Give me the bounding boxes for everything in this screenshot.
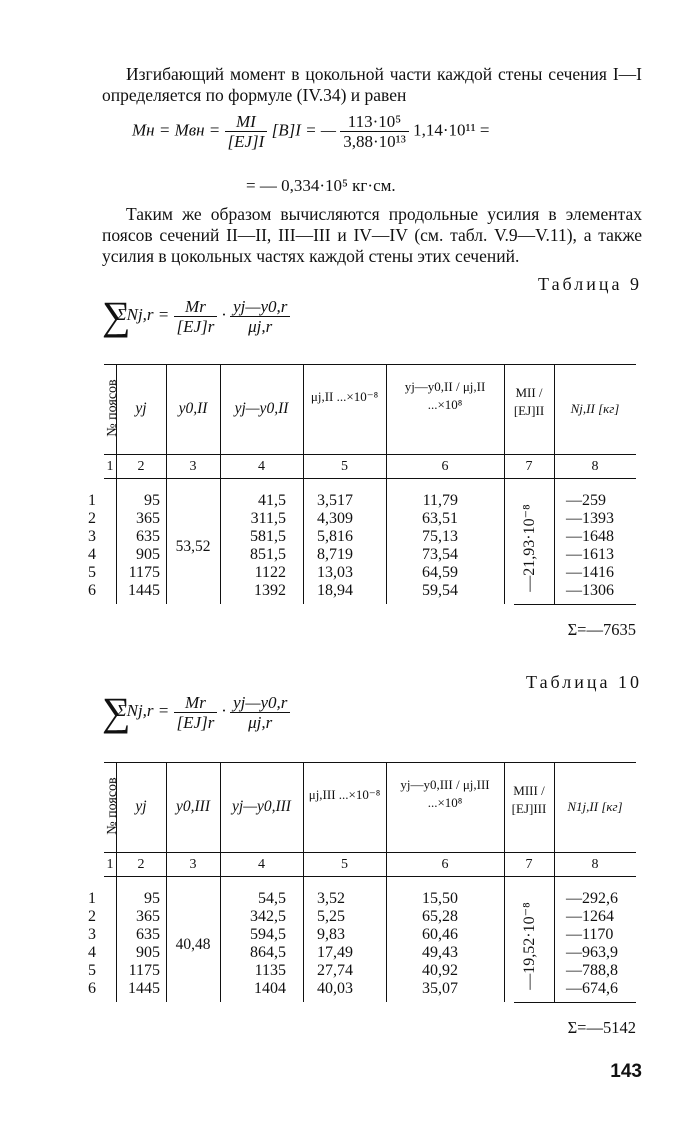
second-paragraph	[102, 204, 642, 267]
table-cell: 5,816	[317, 528, 353, 545]
table-cell: 27,74	[317, 962, 353, 979]
table-cell: 851,5	[250, 546, 286, 563]
col-N	[566, 890, 636, 998]
table-cell: 73,54	[422, 546, 458, 563]
table9-caption: Таблица 9	[538, 274, 642, 294]
col-number: 5	[341, 459, 348, 474]
frac1-num: MI	[225, 112, 268, 132]
table-rule-numbers	[104, 876, 636, 877]
t9-dot: ·	[221, 304, 226, 324]
formula-frac1	[225, 112, 268, 151]
cell-y0-merged: 53,52	[175, 538, 211, 555]
table-cell: 365	[136, 908, 160, 925]
col-yj-minus-y0	[220, 492, 286, 600]
table-cell: 17,49	[317, 944, 353, 961]
cell-m-ej-merged: —19,52·10⁻⁸	[521, 902, 538, 990]
table-cell: 905	[136, 546, 160, 563]
col-number: 7	[525, 459, 533, 474]
table-cell: 41,5	[258, 492, 286, 509]
table-cell: 11,79	[422, 492, 458, 509]
header-col-5: μj,II ...×10⁻⁸	[310, 389, 379, 404]
page-number: 143	[610, 1061, 642, 1082]
header-col-3: y0,II	[178, 400, 208, 417]
col-N	[566, 492, 636, 600]
col-mu	[317, 890, 387, 998]
frac1-den: [EJ]I	[227, 132, 265, 151]
t9-f1-den: [EJ]r	[176, 316, 215, 336]
col-number: 4	[258, 857, 265, 872]
t10-f1-num: Mr	[174, 693, 218, 713]
col-yj	[116, 890, 160, 998]
table-cell: 4	[88, 546, 96, 563]
formula-rhs: 1,14·10¹¹ =	[413, 120, 490, 140]
table-cell: 3	[88, 926, 96, 943]
table-cell: —674,6	[566, 980, 618, 997]
header-belt-number: № поясов	[105, 777, 120, 835]
header-col-7: MII / [EJ]II	[513, 385, 545, 418]
col-number: 6	[441, 857, 449, 872]
col-number: 6	[441, 459, 449, 474]
table9-formula: ∑ΣNj,r = $\frac{Mr}{[EJ]r}$ · $\frac{yj—y0,r}{\mu j,r}$	[102, 296, 290, 336]
table-cell: 1135	[254, 962, 286, 979]
table-cell: 1	[88, 492, 96, 509]
table-cell: 54,5	[258, 890, 286, 907]
table-cell: —963,9	[566, 944, 618, 961]
t10-formula-lhs: ΣNj,r =	[116, 700, 170, 720]
table-cell: 5	[88, 564, 96, 581]
table-cell: —1416	[566, 564, 614, 581]
col-ratio	[386, 492, 458, 600]
table-cell: —1393	[566, 510, 614, 527]
table-rule-sum	[514, 604, 636, 605]
table-rule-top	[104, 762, 636, 763]
header-col-2: yj	[135, 798, 147, 815]
table-rule-header	[104, 454, 636, 455]
col-number: 8	[591, 459, 599, 474]
table-cell: 311,5	[250, 510, 286, 527]
table-cell: 635	[136, 926, 160, 943]
table-cell: —259	[566, 492, 606, 509]
table-sum: Σ=—7635	[567, 620, 636, 639]
table-cell: 15,50	[422, 890, 458, 907]
table-sum: Σ=—5142	[567, 1018, 636, 1037]
header-col-2: yj	[135, 400, 147, 417]
table-cell: 5	[88, 962, 96, 979]
t10-f2-num: yj—y0,r	[230, 693, 290, 713]
table-cell: 63,51	[422, 510, 458, 527]
table-rule-header	[104, 852, 636, 853]
table-cell: 49,43	[422, 944, 458, 961]
table-cell: —1613	[566, 546, 614, 563]
col-number: 2	[137, 459, 145, 474]
col-yj	[116, 492, 160, 600]
header-col-3: y0,III	[176, 798, 210, 815]
formula-result: = — 0,334·10⁵ кг·см.	[246, 176, 396, 195]
table-cell: 75,13	[422, 528, 458, 545]
col-number: 7	[525, 857, 533, 872]
table-cell: 864,5	[250, 944, 286, 961]
table-rule-numbers	[104, 478, 636, 479]
table-cell: 5,25	[317, 908, 345, 925]
t9-formula-lhs: ΣNj,r =	[116, 304, 170, 324]
col-number: 4	[258, 459, 265, 474]
table-cell: 40,03	[317, 980, 353, 997]
col-yj-minus-y0	[220, 890, 286, 998]
table-cell: 2	[88, 510, 96, 527]
header-col-7: MIII / [EJ]III	[511, 783, 547, 816]
t10-f2-den: μj,r	[248, 712, 273, 732]
header-col-8: Nj,II [кг]	[570, 401, 620, 416]
table-cell: —292,6	[566, 890, 618, 907]
header-col-6: yj—y0,II / μj,II ...×10⁸	[404, 379, 486, 412]
table-cell: 1445	[128, 582, 160, 599]
table-cell: 635	[136, 528, 160, 545]
header-belt-number: № поясов	[105, 379, 120, 437]
cell-y0-merged: 40,48	[175, 936, 211, 953]
col-number: 2	[137, 857, 145, 872]
table-cell: 1122	[254, 564, 286, 581]
table-cell: 1175	[128, 962, 160, 979]
frac2-den: 3,88·10¹³	[343, 132, 406, 151]
table10-caption: Таблица 10	[526, 672, 642, 692]
col-belt-numbers	[82, 890, 102, 998]
table-cell: 4	[88, 944, 96, 961]
formula-frac2	[340, 112, 409, 151]
table10-formula: ∑ΣNj,r = $\frac{Mr}{[EJ]r}$ · $\frac{yj—y0,r}{\mu j,r}$	[102, 692, 290, 732]
col-number: 3	[189, 459, 197, 474]
table-cell: 95	[144, 492, 160, 509]
table-cell: —1648	[566, 528, 614, 545]
formula-mid: [B]I = —	[271, 120, 336, 140]
col-mu	[317, 492, 387, 600]
table10	[88, 762, 636, 1040]
header-col-8: N1j,II [кг]	[567, 799, 623, 814]
t9-f1-num: Mr	[174, 297, 218, 317]
header-col-4: yj—y0,II	[234, 400, 289, 417]
t9-f2-num: yj—y0,r	[230, 297, 290, 317]
table-cell: 6	[88, 980, 96, 997]
table-cell: 581,5	[250, 528, 286, 545]
table-cell: 8,719	[317, 546, 353, 563]
frac2-num: 113·10⁵	[340, 112, 409, 132]
t10-dot: ·	[221, 700, 226, 720]
table-cell: 342,5	[250, 908, 286, 925]
cell-m-ej-merged: —21,93·10⁻⁸	[521, 504, 538, 592]
t10-f1-den: [EJ]r	[176, 712, 215, 732]
header-col-5: μj,III ...×10⁻⁸	[308, 787, 381, 802]
header-col-4: yj—y0,III	[232, 798, 291, 815]
table-cell: 1392	[254, 582, 286, 599]
table-rule-sum	[514, 1002, 636, 1003]
table-cell: 1175	[128, 564, 160, 581]
intro-paragraph	[102, 64, 642, 106]
table-cell: 1	[88, 890, 96, 907]
t9-f2-den: μj,r	[248, 316, 273, 336]
main-formula	[132, 112, 490, 151]
table-cell: 905	[136, 944, 160, 961]
formula-lhs: Mн = Mвн =	[132, 120, 221, 140]
col-number: 1	[106, 857, 114, 872]
table-cell: 13,03	[317, 564, 353, 581]
intro-text: Изгибающий момент в цокольной части каждой стены сечения I—I определяется по формуле (IV.34) и равен	[102, 64, 642, 105]
table-cell: 35,07	[422, 980, 458, 997]
table-cell: 60,46	[422, 926, 458, 943]
col-number: 1	[106, 459, 114, 474]
table-cell: 64,59	[422, 564, 458, 581]
table-cell: 95	[144, 890, 160, 907]
col-number: 3	[189, 857, 197, 872]
table-cell: —1170	[566, 926, 614, 943]
second-text: Таким же образом вычисляются продольные усилия в элементах поясов сечений II—II, III—III и IV—IV (см. табл. V.9—V.11), а также усилия в цокольных частях каждой стены этих сечений.	[102, 204, 642, 266]
table-cell: 18,94	[317, 582, 353, 599]
table-cell: 594,5	[250, 926, 286, 943]
table-cell: 6	[88, 582, 96, 599]
header-col-6: yj—y0,III / μj,III ...×10⁸	[400, 777, 490, 810]
col-number: 8	[591, 857, 599, 872]
table-cell: —1264	[566, 908, 614, 925]
col-number: 5	[341, 857, 348, 872]
table-cell: 40,92	[422, 962, 458, 979]
table-cell: 2	[88, 908, 96, 925]
table-cell: 59,54	[422, 582, 458, 599]
table-cell: 65,28	[422, 908, 458, 925]
table9	[88, 364, 636, 642]
table-cell: 365	[136, 510, 160, 527]
table-cell: —1306	[566, 582, 614, 599]
table-cell: 9,83	[317, 926, 345, 943]
col-ratio	[386, 890, 458, 998]
col-belt-numbers	[82, 492, 102, 600]
table-rule-top	[104, 364, 636, 365]
table-cell: 4,309	[317, 510, 353, 527]
table-cell: 1445	[128, 980, 160, 997]
table-cell: 1404	[254, 980, 286, 997]
table-cell: 3	[88, 528, 96, 545]
table-cell: 3,52	[317, 890, 345, 907]
table-cell: —788,8	[566, 962, 618, 979]
table-cell: 3,517	[317, 492, 353, 509]
